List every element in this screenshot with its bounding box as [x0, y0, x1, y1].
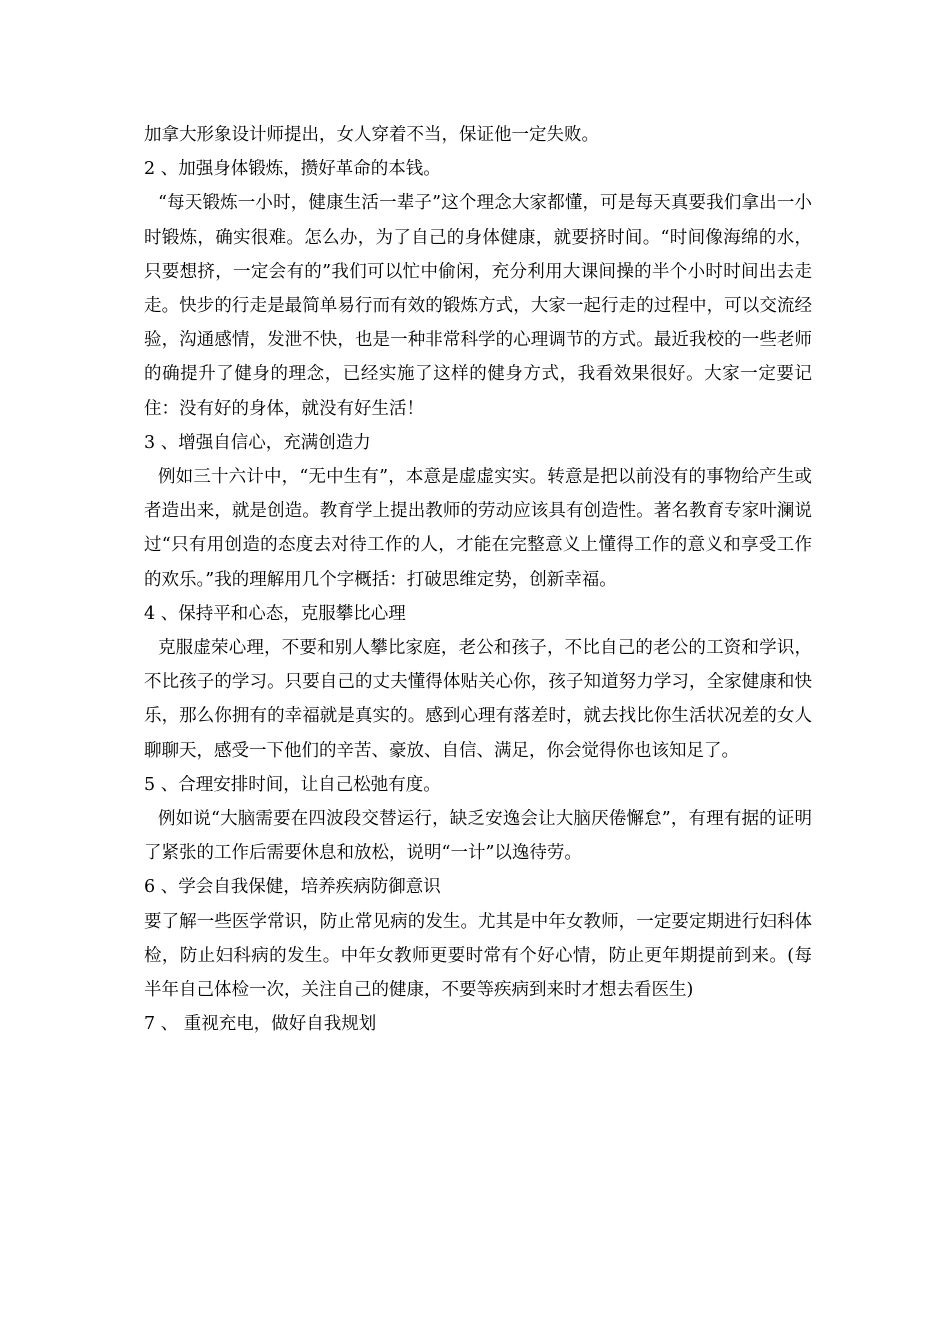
line-continuation: 加拿大形象设计师提出，女人穿着不当，保证他一定失败。: [144, 125, 599, 145]
para-creativity: 例如三十六计中，“无中生有”，本意是虚虚实实。转意是把以前没有的事物给产生或者造出来，就是创造。教育学上提出教师的劳动应该具有创造性。著名教育专家叶澜说过“只有用创造的态度去对待工作的人，才能在完整意义上懂得工作的意义和享受工作的欢乐。”我的理解用几个字概括：打破思维定势，创新幸福。: [144, 467, 812, 590]
para-exercise: “每天锻炼一小时，健康生活一辈子”这个理念大家都懂，可是每天真要我们拿出一小时锻炼，确实很难。怎么办，为了自己的身体健康，就要挤时间。“时间像海绵的水，只要想挤，一定会有的”我们可以忙中偷闲，充分利用大课间操的半个小时时间出去走走。快步的行走是最简单易行而有效的锻炼方式，大家一起行走的过程中，可以交流经验，沟通感情，发泄不快，也是一种非常科学的心理调节的方式。最近我校的一些老师的确提升了健身的理念，已经实施了这样的健身方式，我看效果很好。大家一定要记住：没有好的身体，就没有好生活！: [144, 193, 812, 419]
heading-5: 5 、合理安排时间，让自己松弛有度。: [144, 774, 441, 795]
heading-7: 7 、 重视充电，做好自我规划: [144, 1014, 377, 1035]
heading-2: 2 、加强身体锻炼，攒好革命的本钱。: [144, 159, 441, 180]
para-time: 例如说“大脑需要在四波段交替运行，缺乏安逸会让大脑厌倦懈怠”，有理有据的证明了紧张的工作后需要休息和放松，说明“一计”以逸待劳。: [144, 809, 812, 864]
para-health: 要了解一些医学常识，防止常见病的发生。尤其是中年女教师，一定要定期进行妇科体检，防止妇科病的发生。中年女教师更要时常有个好心情，防止更年期提前到来。(每半年自己体检一次，关注自己的健康，不要等疾病到来时才想去看医生): [144, 911, 812, 1001]
para-mindset: 克服虚荣心理，不要和别人攀比家庭，老公和孩子，不比自己的老公的工资和学识，不比孩子的学习。只要自己的丈夫懂得体贴关心你，孩子知道努力学习，全家健康和快乐，那么你拥有的幸福就是真实的。感到心理有落差时，就去找比你生活状况差的女人聊聊天，感受一下他们的辛苦、豪放、自信、满足，你会觉得你也该知足了。: [144, 638, 812, 761]
heading-6: 6 、学会自我保健，培养疾病防御意识: [144, 877, 441, 898]
heading-3: 3 、增强自信心，充满创造力: [144, 432, 371, 453]
heading-4: 4 、保持平和心态，克服攀比心理: [144, 603, 406, 624]
document-body: [144, 118, 812, 1041]
